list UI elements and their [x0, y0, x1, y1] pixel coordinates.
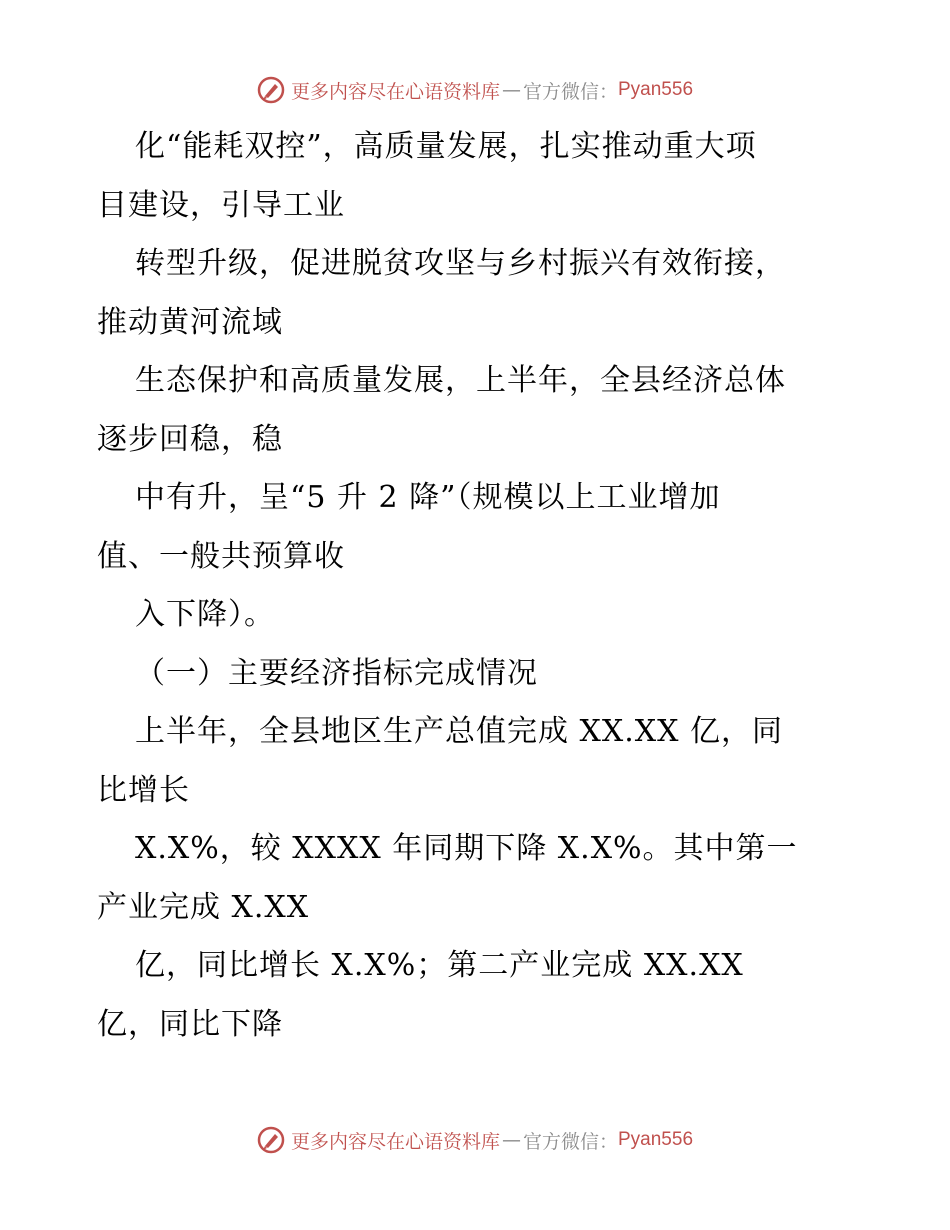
text-line: 产业完成 X.XX — [97, 889, 310, 925]
watermark-label: 官方微信： — [522, 1130, 618, 1153]
watermark-separator: — — [501, 79, 521, 101]
watermark-id: Pyan556 — [618, 79, 694, 100]
watermark-separator: — — [501, 1129, 521, 1151]
text-line: 亿，同比增长 X.X%；第二产业完成 XX.XX — [135, 948, 744, 983]
text-line: 值、一般共预算收 — [97, 538, 345, 574]
document-body — [97, 118, 867, 1054]
watermark-brand: 更多内容尽在心语资料库 — [290, 1130, 500, 1153]
header-watermark — [0, 72, 950, 108]
text-line: 转型升级，促进脱贫攻坚与乡村振兴有效衔接， — [135, 246, 786, 281]
text-line: 化“能耗双控”，高质量发展，扎实推动重大项 — [135, 129, 757, 164]
text-line: 推动黄河流域 — [97, 304, 283, 340]
footer-watermark — [0, 1122, 950, 1158]
text-line: 中有升，呈“5 升 2 降”（规模以上工业增加 — [135, 480, 721, 515]
text-line: 目建设，引导工业 — [97, 187, 345, 223]
watermark-label: 官方微信： — [522, 80, 618, 103]
text-line: 上半年，全县地区生产总值完成 XX.XX 亿，同 — [135, 714, 784, 749]
watermark-brand: 更多内容尽在心语资料库 — [290, 80, 500, 103]
text-line: 比增长 — [97, 772, 190, 808]
text-line: 入下降）。 — [135, 597, 275, 632]
text-line: X.X%，较 XXXX 年同期下降 X.X%。其中第一 — [135, 831, 798, 866]
pen-logo-icon — [257, 76, 285, 104]
text-line: 生态保护和高质量发展，上半年，全县经济总体 — [135, 363, 786, 398]
watermark-id: Pyan556 — [618, 1129, 694, 1150]
text-line: （一）主要经济指标完成情况 — [135, 655, 538, 691]
text-line: 逐步回稳，稳 — [97, 421, 283, 457]
pen-logo-icon — [257, 1126, 285, 1154]
text-line: 亿，同比下降 — [97, 1006, 283, 1042]
